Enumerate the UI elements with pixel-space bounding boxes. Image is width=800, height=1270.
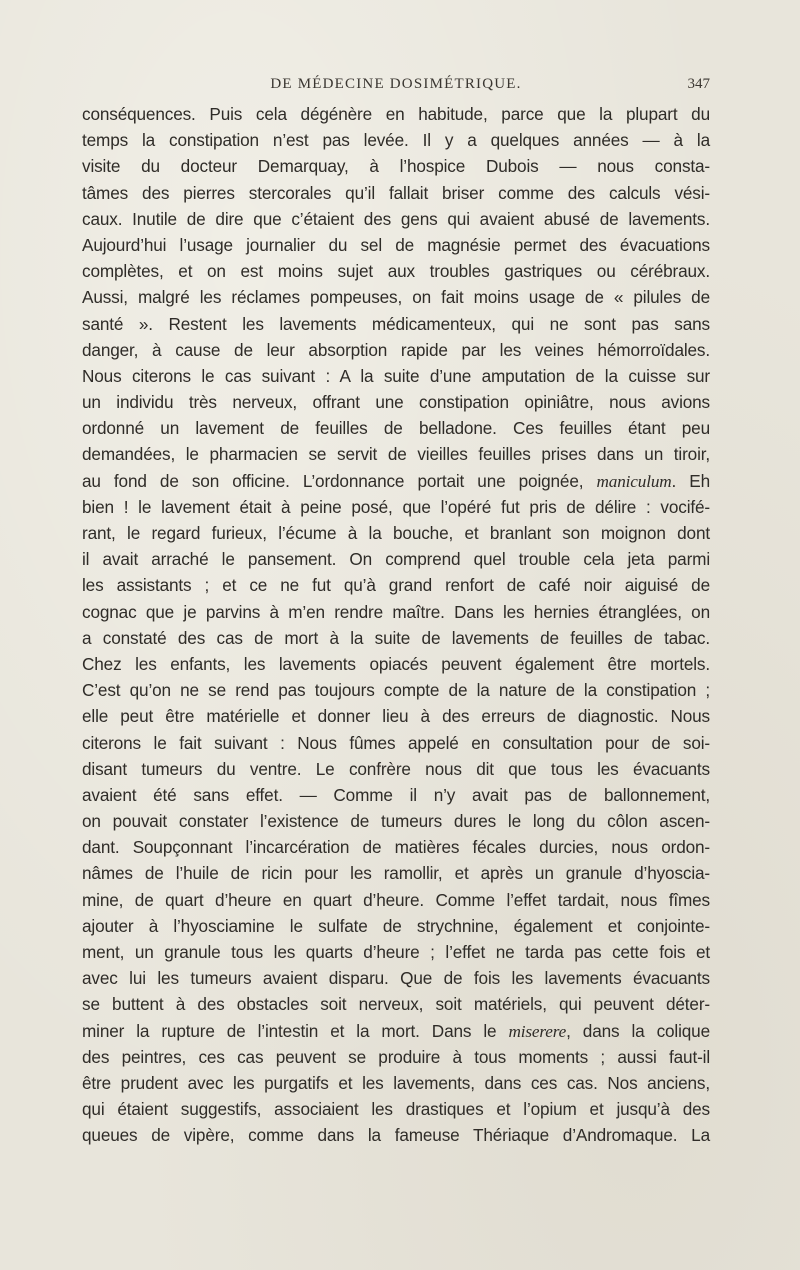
text-line: il avait arraché le pansement. On comprend quel trouble cela jeta parmi [82,549,710,570]
text-line: Aujourd’hui l’usage journalier du sel de magnésie permet des évacuations [82,234,710,255]
text-line: ordonné un lavement de feuilles de belladone. Ces feuilles étant peu [82,418,710,439]
text-line: miner la rupture de l’intestin et la mort. Dans le miserere, dans la colique [82,1020,710,1041]
text-line: conséquences. Puis cela dégénère en habitude, parce que la plupart du [82,104,710,124]
text-line: qui étaient suggestifs, associaient les drastiques et l’opium et jusqu’à des [82,1099,710,1120]
text-line: nâmes de l’huile de ricin pour les ramollir, et après un granule d’hyoscia- [82,863,710,884]
text-line: rant, le regard furieux, l’écume à la bouche, et branlant son moignon dont [82,523,710,543]
text-line: se buttent à des obstacles soit nerveux, soit matériels, qui peuvent déter- [82,994,710,1015]
text-line: au fond de son officine. L’ordonnance portait une poignée, maniculum. Eh [82,470,710,491]
text-line: bien ! le lavement était à peine posé, que l’opéré fut pris de délire : vocifé- [82,496,710,517]
text-line: avec lui les tumeurs avaient disparu. Que de fois les lavements évacuants [82,968,710,989]
text-line: temps la constipation n’est pas levée. Il y a quelques années — à la [82,130,710,151]
text-line: queues de vipère, comme dans la fameuse Thériaque d’Andromaque. La [82,1125,710,1146]
body-text [82,101,710,1149]
text-line: caux. Inutile de dire que c’étaient des gens qui avaient abusé de lavements. [82,208,710,229]
text-line: citerons le fait suivant : Nous fûmes appelé en consultation pour de soi- [82,732,710,753]
text-line: santé ». Restent les lavements médicamenteux, qui ne sont pas sans [82,313,710,334]
text-line: des peintres, ces cas peuvent se produire à tous moments ; aussi faut-il [82,1046,710,1067]
text-line: être prudent avec les purgatifs et les lavements, dans ces cas. Nos anciens, [82,1072,710,1093]
text-line: un individu très nerveux, offrant une constipation opiniâtre, nous avions [82,392,710,413]
text-line: ment, un granule tous les quarts d’heure ; l’effet ne tarda pas cette fois et [82,942,710,962]
text-line: disant tumeurs du ventre. Le confrère nous dit que tous les évacuants [82,758,710,779]
text-line: complètes, et on est moins sujet aux troubles gastriques ou cérébraux. [82,261,710,282]
page-number: 347 [687,76,710,92]
text-line: elle peut être matérielle et donner lieu à des erreurs de diagnostic. Nous [82,706,710,727]
text-line: avaient été sans effet. — Comme il n’y avait pas de ballonnement, [82,784,710,805]
text-line: les assistants ; et ce ne fut qu’à grand renfort de café noir aiguisé de [82,575,710,596]
text-line: a constaté des cas de mort à la suite de lavements de feuilles de tabac. [82,627,710,648]
text-line: cognac que je parvins à m’en rendre maître. Dans les hernies étranglées, on [82,601,710,622]
text-line: Aussi, malgré les réclames pompeuses, on fait moins usage de « pilules de [82,287,710,308]
text-line: on pouvait constater l’existence de tumeurs dures le long du côlon ascen- [82,811,710,832]
text-line: Nous citerons le cas suivant : A la suite d’une amputation de la cuisse sur [82,365,710,386]
text-line: tâmes des pierres stercorales qu’il fallait briser comme des calculs vési- [82,182,710,203]
running-title: DE MÉDECINE DOSIMÉTRIQUE. [270,76,522,92]
running-header [82,76,710,96]
text-line: danger, à cause de leur absorption rapide par les veines hémorroïdales. [82,339,710,360]
text-line: Chez les enfants, les lavements opiacés peuvent également être mortels. [82,653,710,674]
text-line: demandées, le pharmacien se servit de vieilles feuilles prises dans un tiroir, [82,444,710,465]
text-line: dant. Soupçonnant l’incarcération de matières fécales durcies, nous ordon- [82,837,710,858]
text-line: C’est qu’on ne se rend pas toujours compte de la nature de la constipation ; [82,680,710,701]
text-line: visite du docteur Demarquay, à l’hospice Dubois — nous consta- [82,156,710,177]
text-line: ajouter à l’hyosciamine le sulfate de strychnine, également et conjointe- [82,915,710,936]
text-line: mine, de quart d’heure en quart d’heure. Comme l’effet tardait, nous fîmes [82,889,710,910]
